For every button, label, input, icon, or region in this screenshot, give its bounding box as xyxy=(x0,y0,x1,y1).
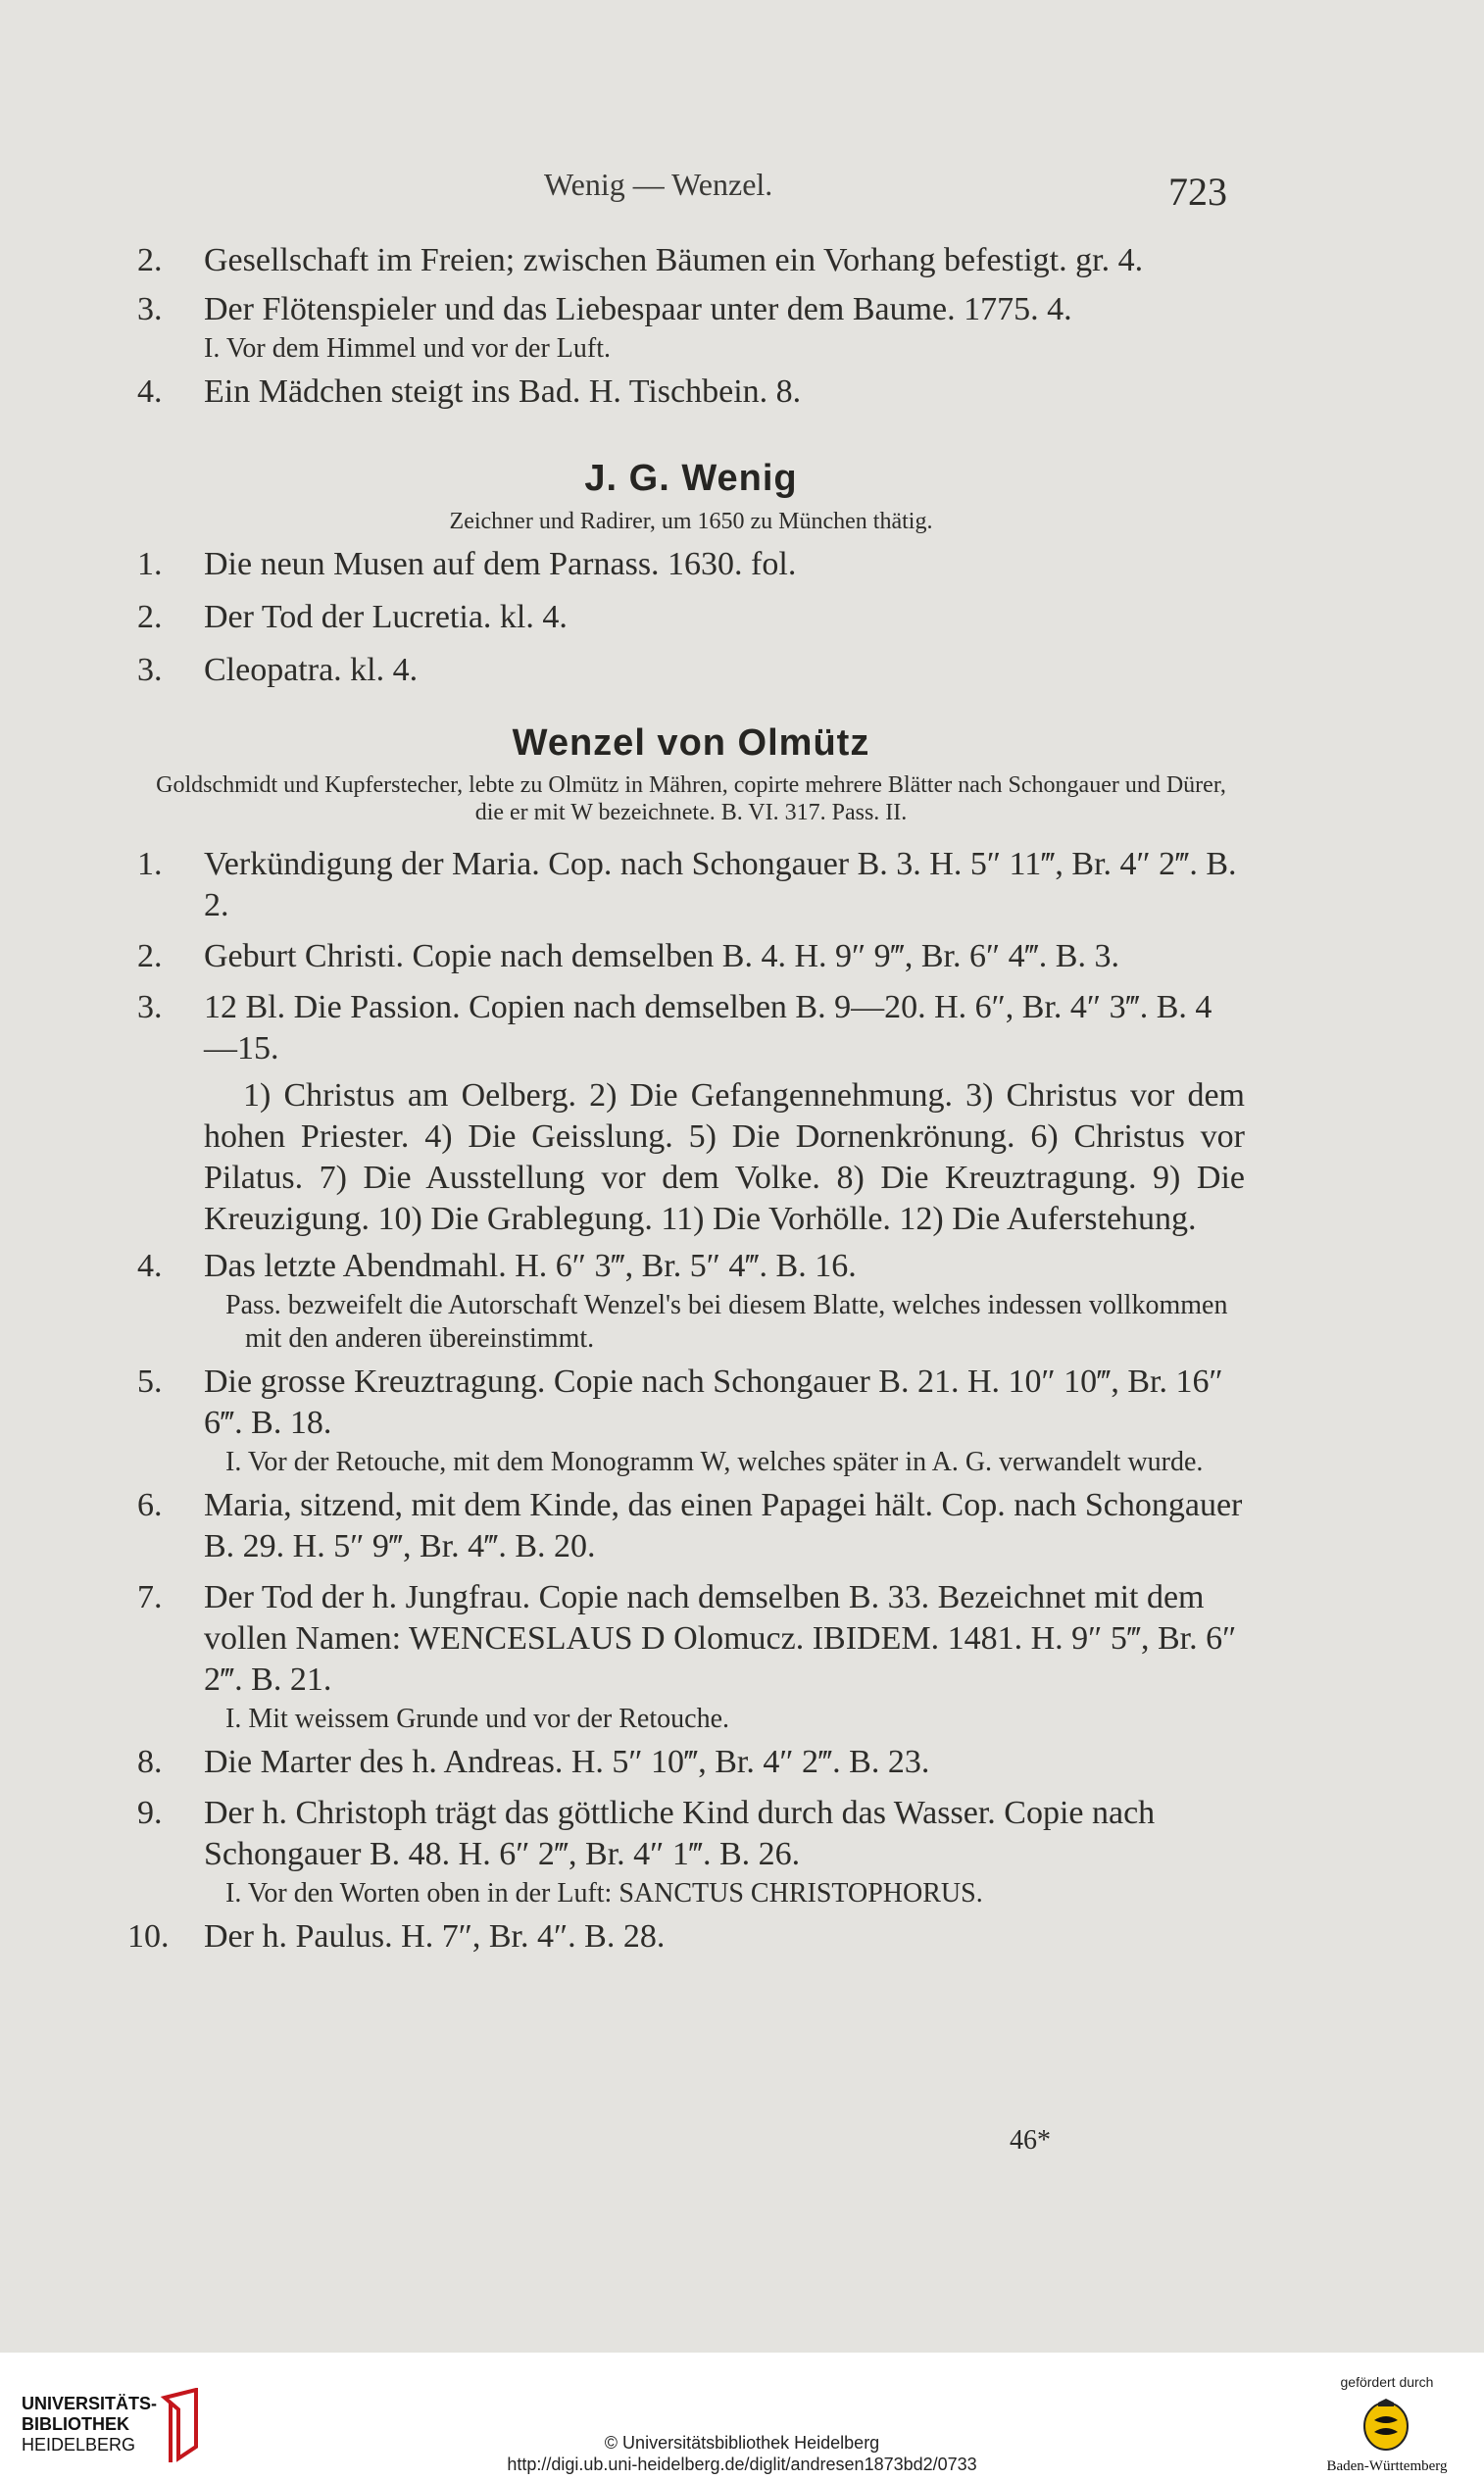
entry-number: 1. xyxy=(137,846,163,882)
list-item xyxy=(137,844,1245,926)
section-heading: Wenzel von Olmütz xyxy=(512,722,870,764)
list-item xyxy=(137,1246,1245,1287)
entry-text: Gesellschaft im Freien; zwischen Bäumen ein Vorhang befestigt. gr. 4. xyxy=(204,242,1144,278)
list-item xyxy=(137,1742,1245,1783)
running-head xyxy=(0,167,1484,216)
list-item xyxy=(137,240,1245,281)
page-number: 723 xyxy=(1168,170,1227,214)
library-line3: HEIDELBERG xyxy=(22,2435,136,2455)
entry-number: 10. xyxy=(127,1918,170,1955)
list-item xyxy=(137,1577,1245,1701)
passion-list: 1) Christus am Oelberg. 2) Die Gefangennehmung. 3) Christus vor dem hohen Priester. 4) Die Geisslung. 5) Die Dornenkrönung. 6) Christus vor Pilatus. 7) Die Ausstellung vor dem Volke. 8) Die Kreuztragung. 9) Die Kreuzigung. 10) Die Grablegung. 11) Die Vorhölle. 12) Die Auferstehung. xyxy=(204,1077,1245,1237)
entry-note: I. Vor dem Himmel und vor der Luft. xyxy=(204,333,612,364)
entry-note: I. Mit weissem Grunde und vor der Retouche. xyxy=(225,1704,729,1734)
list-item xyxy=(137,987,1245,1069)
entry-number: 1. xyxy=(137,546,163,582)
entry-number: 2. xyxy=(137,242,163,278)
list-item xyxy=(127,1916,1245,1958)
entry-number: 6. xyxy=(137,1487,163,1523)
running-head-title: Wenig — Wenzel. xyxy=(544,167,773,202)
entry-text: Das letzte Abendmahl. H. 6″ 3‴, Br. 5″ 4‴. B. 16. xyxy=(204,1248,857,1284)
entry-number: 3. xyxy=(137,291,163,327)
entry-note: I. Vor den Worten oben in der Luft: SANCTUS CHRISTOPHORUS. xyxy=(225,1878,983,1909)
entry-text: Der Flötenspieler und das Liebespaar unter dem Baume. 1775. 4. xyxy=(204,291,1072,327)
section-subheading: Goldschmidt und Kupferstecher, lebte zu Olmütz in Mähren, copirte mehrere Blätter nach Schongauer und Dürer, die er mit W bezeichnete. B. VI. 317. Pass. II. xyxy=(156,772,1226,825)
entry-number: 4. xyxy=(137,373,163,410)
sponsor-name: Baden-Württemberg xyxy=(1326,2458,1448,2474)
entry-number: 2. xyxy=(137,938,163,974)
copyright-text: © Universitätsbibliothek Heidelberg xyxy=(604,2433,880,2453)
library-line1: UNIVERSITÄTS- xyxy=(22,2394,158,2413)
entry-note: I. Vor der Retouche, mit dem Monogramm W, welches später in A. G. verwandelt wurde. xyxy=(225,1447,1204,1477)
entry-text: Geburt Christi. Copie nach demselben B. 4. H. 9″ 9‴, Br. 6″ 4‴. B. 3. xyxy=(204,938,1119,974)
entry-number: 2. xyxy=(137,599,163,635)
entry-text: Ein Mädchen steigt ins Bad. H. Tischbein. 8. xyxy=(204,373,802,410)
entry-number: 3. xyxy=(137,989,163,1025)
entry-text: Die grosse Kreuztragung. Copie nach Schongauer B. 21. H. 10″ 10‴, Br. 16″ 6‴. B. 18. xyxy=(204,1364,1223,1441)
entry-text: Verkündigung der Maria. Cop. nach Schongauer B. 3. H. 5″ 11‴, Br. 4″ 2‴. B. 2. xyxy=(204,846,1237,923)
entry-text: Die Marter des h. Andreas. H. 5″ 10‴, Br. 4″ 2‴. B. 23. xyxy=(204,1744,930,1780)
page-content xyxy=(127,240,1245,1958)
entry-text: Maria, sitzend, mit dem Kinde, das einen Papagei hält. Cop. nach Schongauer B. 29. H. 5″ 9‴, Br. 4‴. B. 20. xyxy=(204,1487,1243,1564)
list-item xyxy=(137,597,1245,638)
entry-number: 3. xyxy=(137,652,163,688)
entry-text: Der h. Paulus. H. 7″, Br. 4″. B. 28. xyxy=(204,1918,666,1955)
list-item xyxy=(137,372,1245,413)
list-item xyxy=(137,650,1245,691)
section-heading: J. G. Wenig xyxy=(584,458,798,499)
entry-note: Pass. bezweifelt die Autorschaft Wenzel's bei diesem Blatte, welches indessen vollkommen mit den anderen übereinstimmt. xyxy=(225,1290,1228,1354)
entry-text: Cleopatra. kl. 4. xyxy=(204,652,419,688)
list-item xyxy=(137,1793,1245,1875)
list-item xyxy=(137,289,1245,330)
sponsor-label: gefördert durch xyxy=(1340,2374,1434,2390)
list-item xyxy=(137,1362,1245,1444)
source-url-link[interactable]: http://digi.ub.uni-heidelberg.de/diglit/andresen1873bd2/0733 xyxy=(507,2455,977,2474)
entry-text: Der Tod der h. Jungfrau. Copie nach demselben B. 33. Bezeichnet mit dem vollen Namen: WENCESLAUS D Olomucz. IBIDEM. 1481. H. 9″ 5‴, Br. 6″ 2‴. B. 21. xyxy=(204,1579,1237,1698)
entry-text: Der h. Christoph trägt das göttliche Kind durch das Wasser. Copie nach Schongauer B. 48. H. 6″ 2‴, Br. 4″ 1‴. B. 26. xyxy=(204,1795,1156,1872)
state-coat-of-arms-icon xyxy=(1360,2397,1411,2454)
section-subheading: Zeichner und Radirer, um 1650 zu München thätig. xyxy=(449,509,933,534)
signature-mark: 46* xyxy=(1010,2125,1051,2156)
list-item xyxy=(137,544,1245,585)
entry-text: Die neun Musen auf dem Parnass. 1630. fol. xyxy=(204,546,797,582)
entry-number: 9. xyxy=(137,1795,163,1831)
entry-number: 7. xyxy=(137,1579,163,1615)
entry-number: 8. xyxy=(137,1744,163,1780)
entry-text: Der Tod der Lucretia. kl. 4. xyxy=(204,599,568,635)
library-line2: BIBLIOTHEK xyxy=(22,2414,129,2434)
entry-number: 4. xyxy=(137,1248,163,1284)
entry-text: 12 Bl. Die Passion. Copien nach demselben B. 9—20. H. 6″, Br. 4″ 3‴. B. 4—15. xyxy=(204,989,1212,1066)
list-item xyxy=(137,1485,1245,1567)
list-item xyxy=(137,936,1245,977)
entry-number: 5. xyxy=(137,1364,163,1400)
